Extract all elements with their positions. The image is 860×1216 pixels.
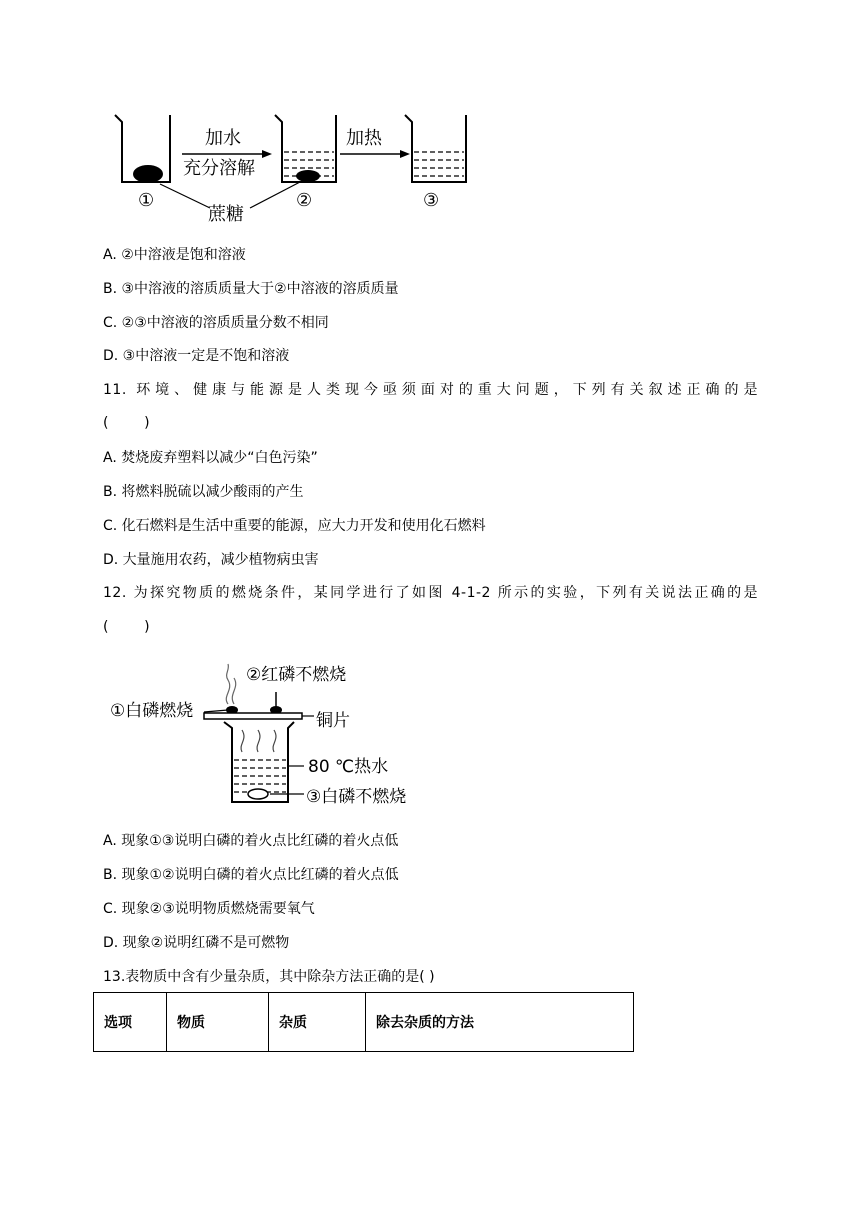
label-3: ③ xyxy=(423,190,440,211)
q10-option-c: C. ②③中溶液的溶质质量分数不相同 xyxy=(103,315,329,331)
q12-paren: ( ) xyxy=(103,619,150,635)
q12-stem: 12. 为探究物质的燃烧条件，某同学进行了如图 4-1-2 所示的实验，下列有关说法正确的是 xyxy=(103,585,758,601)
table-header-row xyxy=(94,993,634,1052)
sugar-lump-1 xyxy=(133,165,163,183)
arrow1-top-label: 加水 xyxy=(205,128,241,149)
label-1: ① xyxy=(138,190,155,211)
label-white-not-burning: ③白磷不燃烧 xyxy=(306,787,407,807)
label-red-phosphorus: ②红磷不燃烧 xyxy=(246,665,347,685)
q12-option-d: D. 现象②说明红磷不是可燃物 xyxy=(103,935,290,951)
q11-stem: 11. 环境、健康与能源是人类现今亟须面对的重大问题，下列有关叙述正确的是 xyxy=(103,382,758,398)
label-hot-water: 80 ℃热水 xyxy=(308,757,389,777)
q12-option-c: C. 现象②③说明物质燃烧需要氧气 xyxy=(103,901,315,917)
q10-option-d: D. ③中溶液一定是不饱和溶液 xyxy=(103,348,290,364)
beaker-3 xyxy=(405,115,466,182)
q11-option-c: C. 化石燃料是生活中重要的能源，应大力开发和使用化石燃料 xyxy=(103,518,486,534)
smoke-icon xyxy=(226,664,235,704)
label-2: ② xyxy=(296,190,313,211)
label-white-burning: ①白磷燃烧 xyxy=(110,701,194,721)
q11-option-a: A. 焚烧废弃塑料以减少“白色污染” xyxy=(103,450,318,466)
header-method: 除去杂质的方法 xyxy=(366,993,634,1052)
dissolution-figure xyxy=(110,110,470,230)
q11-option-d: D. 大量施用农药，减少植物病虫害 xyxy=(103,552,319,568)
q11-paren: ( ) xyxy=(103,415,150,431)
copper-plate xyxy=(204,713,302,719)
q12-option-a: A. 现象①③说明白磷的着火点比红磷的着火点低 xyxy=(103,833,399,849)
impurity-table xyxy=(93,992,634,1052)
sugar-label: 蔗糖 xyxy=(208,204,244,225)
q10-option-a: A. ②中溶液是饱和溶液 xyxy=(103,247,246,263)
q12-option-b: B. 现象①②说明白磷的着火点比红磷的着火点低 xyxy=(103,867,399,883)
q11-option-b: B. 将燃料脱硫以减少酸雨的产生 xyxy=(103,484,304,500)
q13-stem: 13.表物质中含有少量杂质，其中除杂方法正确的是( ) xyxy=(103,969,435,985)
arrow1-bottom-label: 充分溶解 xyxy=(183,158,255,179)
sugar-lump-2 xyxy=(296,170,320,182)
header-substance: 物质 xyxy=(167,993,269,1052)
arrow2-label: 加热 xyxy=(346,128,382,149)
label-copper: 铜片 xyxy=(316,711,350,731)
header-option: 选项 xyxy=(94,993,167,1052)
combustion-figure xyxy=(108,656,428,816)
header-impurity: 杂质 xyxy=(269,993,366,1052)
q10-option-b: B. ③中溶液的溶质质量大于②中溶液的溶质质量 xyxy=(103,281,399,297)
